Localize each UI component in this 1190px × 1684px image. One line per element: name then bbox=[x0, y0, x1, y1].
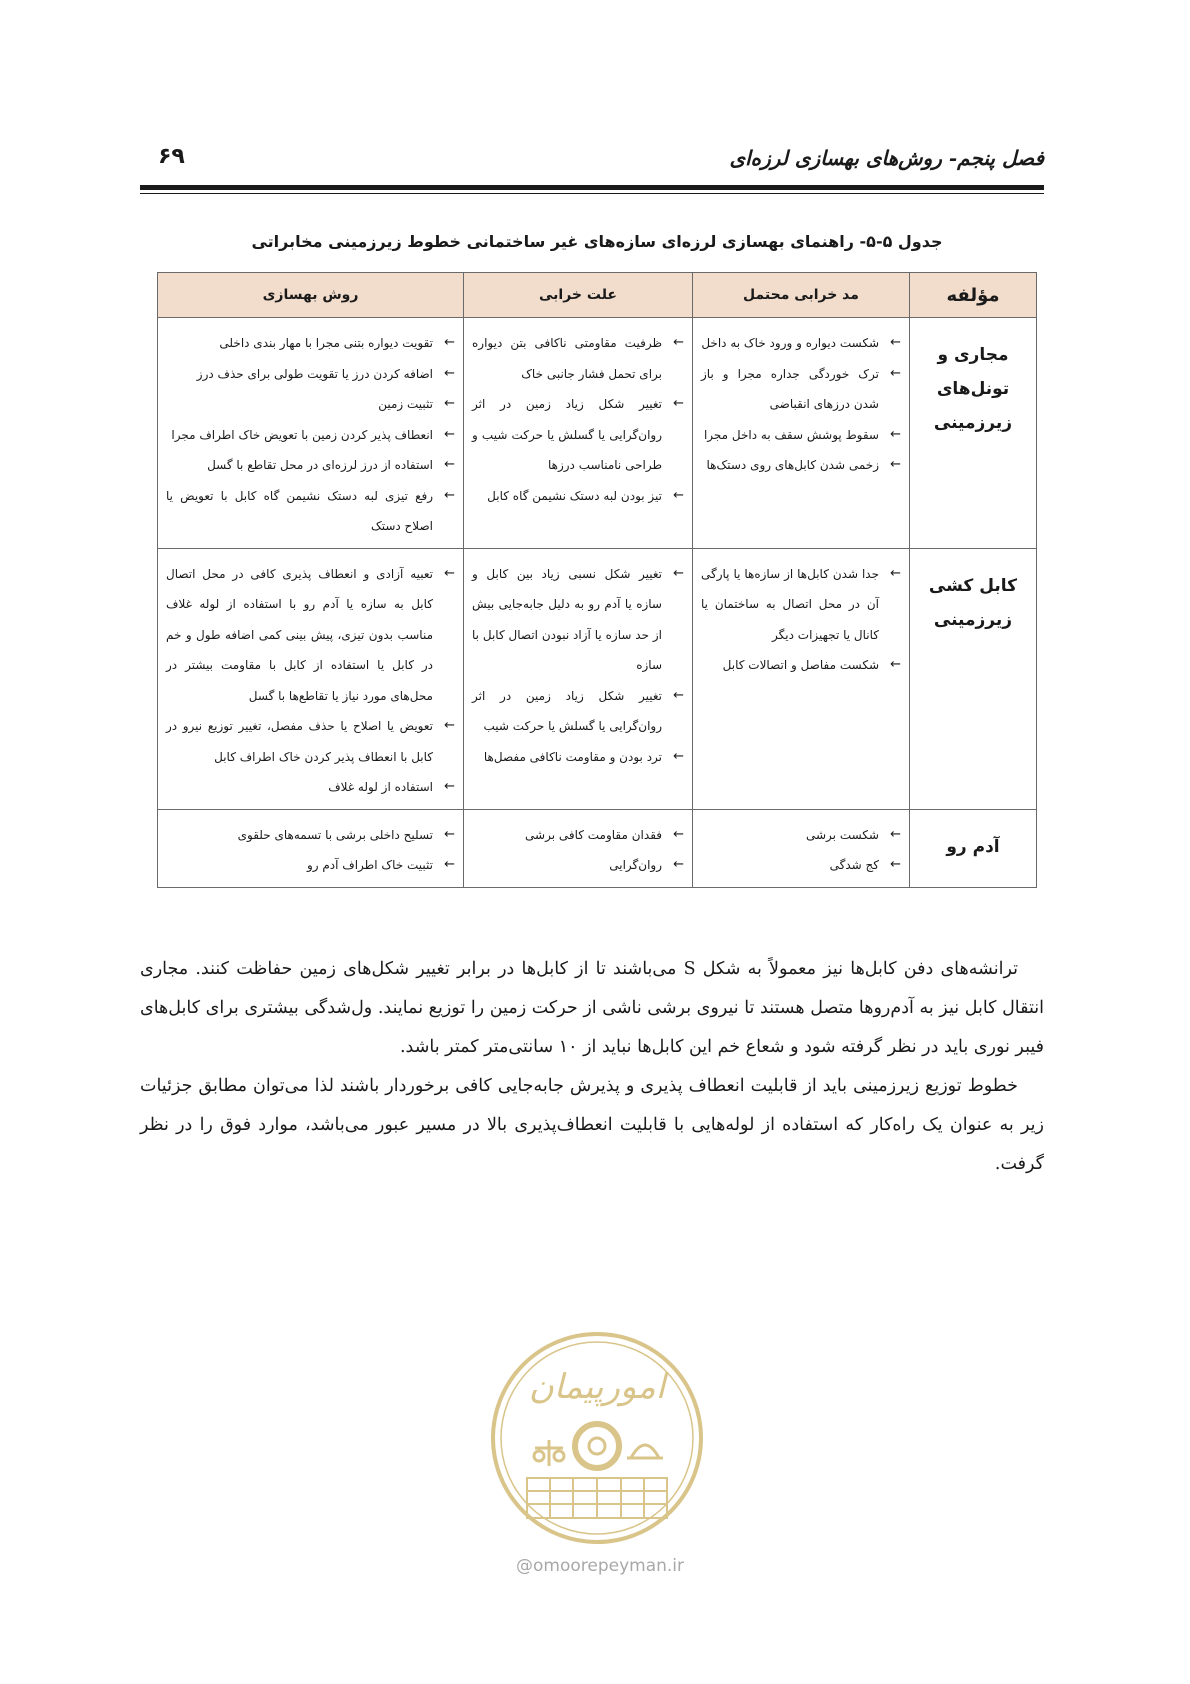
cause-item-text: روان‌گرایی bbox=[609, 858, 662, 872]
damage-item-text: جدا شدن کابل‌ها از سازه‌ها یا پارگی آن در محل اتصال به ساختمان یا کانال یا تجهیزات دیگر bbox=[701, 566, 879, 642]
cause-item bbox=[472, 681, 684, 742]
left-arrow-icon: ← bbox=[673, 857, 684, 872]
body-text bbox=[140, 950, 1044, 1184]
method-item bbox=[166, 389, 455, 420]
watermark-logo bbox=[487, 1328, 707, 1548]
method-item bbox=[166, 420, 455, 451]
component-cell: کابل کشی زیرزمینی bbox=[910, 548, 1037, 809]
header-rule bbox=[140, 185, 1044, 190]
column-header-method: روش بهسازی bbox=[158, 273, 464, 318]
method-item-text: انعطاف پذیر کردن زمین با تعویض خاک اطراف مجرا bbox=[171, 427, 433, 442]
left-arrow-icon: ← bbox=[444, 857, 455, 872]
cause-item bbox=[472, 328, 684, 389]
damage-cell bbox=[693, 318, 910, 549]
cause-cell bbox=[464, 548, 693, 809]
method-item-text: تثبیت خاک اطراف آدم رو bbox=[306, 858, 433, 872]
header-rule-thin bbox=[140, 193, 1044, 194]
cause-item-text: فقدان مقاومت کافی برشی bbox=[525, 827, 662, 842]
cause-cell bbox=[464, 809, 693, 887]
method-item-text: تسلیح داخلی برشی با تسمه‌های حلقوی bbox=[237, 827, 433, 842]
method-item bbox=[166, 359, 455, 390]
method-item-text: تثبیت زمین bbox=[378, 397, 433, 411]
column-header-damage: مد خرابی محتمل bbox=[693, 273, 910, 318]
cause-item-text: ظرفیت مقاومتی ناکافی بتن دیواره برای تحمل فشار جانبی خاک bbox=[472, 336, 662, 381]
watermark-gear-icon bbox=[575, 1424, 619, 1468]
method-item bbox=[166, 772, 455, 803]
left-arrow-icon: ← bbox=[890, 826, 901, 842]
damage-item bbox=[701, 328, 901, 359]
table-header-row bbox=[158, 273, 1037, 318]
method-cell bbox=[158, 318, 464, 549]
cause-item bbox=[472, 850, 684, 881]
seismic-retrofit-table bbox=[157, 272, 1037, 888]
damage-cell bbox=[693, 548, 910, 809]
cause-item-text: تغییر شکل زیاد زمین در اثر روان‌گرایی یا گسلش یا حرکت شیب و طراحی نامناسب درزها bbox=[472, 397, 662, 472]
page-number: ۶۹ bbox=[158, 144, 185, 169]
damage-item bbox=[701, 359, 901, 420]
watermark-seal bbox=[493, 1334, 701, 1542]
watermark-scale-icon bbox=[534, 1440, 564, 1466]
left-arrow-icon: ← bbox=[673, 565, 684, 581]
left-arrow-icon: ← bbox=[444, 779, 455, 794]
left-arrow-icon: ← bbox=[890, 565, 901, 581]
cause-item-text: ترد بودن و مقاومت ناکافی مفصل‌ها bbox=[483, 749, 662, 764]
table-row bbox=[158, 809, 1037, 887]
component-cell: آدم رو bbox=[910, 809, 1037, 887]
left-arrow-icon: ← bbox=[890, 426, 901, 442]
left-arrow-icon: ← bbox=[673, 826, 684, 842]
body-paragraph: ترانشه‌های دفن کابل‌ها نیز معمولاً به شکل S می‌باشند تا از کابل‌ها در برابر تغییر شکل‌های زمین حفاظت کنند. مجاری انتقال کابل نیز به آدم‌روها متصل هستند تا نیروی برشی ناشی از حرکت زمین را توزیع نمایند. ول‌شدگی بیشتری برای کابل‌های فیبر نوری باید در نظر گرفته شود و شعاع خم این کابل‌ها نباید از ۱۰ سانتی‌متر کمتر باشد. bbox=[140, 959, 1044, 1057]
damage-item bbox=[701, 650, 901, 681]
cause-cell bbox=[464, 318, 693, 549]
cause-item-text: تیز بودن لبه دستک نشیمن گاه کابل bbox=[487, 488, 662, 503]
damage-item bbox=[701, 420, 901, 451]
table-body bbox=[158, 318, 1037, 888]
column-header-component: مؤلفه bbox=[910, 273, 1037, 318]
left-arrow-icon: ← bbox=[444, 826, 455, 842]
left-arrow-icon: ← bbox=[890, 857, 901, 872]
method-item-text: تعبیه آزادی و انعطاف پذیری کافی در محل اتصال کابل به سازه یا آدم رو با استفاده از لوله غلاف مناسب بدون تیزی، پیش بینی کمی اضافه طول و خم در کابل یا استفاده از کابل با مقاومت بیشتر در محل‌های مورد نیاز یا تقاطع‌ها با گسل bbox=[166, 566, 433, 703]
method-item-text: استفاده از لوله غلاف bbox=[328, 780, 433, 794]
left-arrow-icon: ← bbox=[673, 687, 684, 703]
method-item bbox=[166, 820, 455, 851]
damage-item bbox=[701, 559, 901, 651]
left-arrow-icon: ← bbox=[444, 335, 455, 350]
damage-item-text: شکست دیواره و ورود خاک به داخل bbox=[701, 336, 879, 350]
method-item bbox=[166, 328, 455, 359]
damage-item-text: ترک خوردگی جداره مجرا و باز شدن درزهای انقباضی bbox=[701, 366, 879, 411]
damage-item-text: کج شدگی bbox=[829, 858, 879, 872]
body-paragraph: خطوط توزیع زیرزمینی باید از قابلیت انعطاف پذیری و پذیرش جابه‌جایی کافی برخوردار باشند لذا می‌توان مطابق جزئیات زیر به عنوان یک راه‌کار که استفاده از لوله‌هایی با قابلیت انعطاف‌پذیری بالا در مسیر عبور می‌باشد، موارد فوق را در نظر گرفت. bbox=[140, 1076, 1044, 1174]
damage-item-text: شکست برشی bbox=[805, 827, 879, 842]
damage-item-text: شکست مفاصل و اتصالات کابل bbox=[722, 658, 879, 672]
left-arrow-icon: ← bbox=[673, 487, 684, 503]
method-cell bbox=[158, 809, 464, 887]
table-row bbox=[158, 548, 1037, 809]
method-item-text: تعویض یا اصلاح یا حذف مفصل، تغییر توزیع نیرو در کابل با انعطاف پذیر کردن خاک اطراف کابل bbox=[166, 719, 433, 764]
cause-item bbox=[472, 481, 684, 512]
method-item bbox=[166, 450, 455, 481]
damage-item-text: سقوط پوشش سقف به داخل مجرا bbox=[703, 427, 879, 442]
left-arrow-icon: ← bbox=[444, 457, 455, 472]
method-item bbox=[166, 711, 455, 772]
method-item bbox=[166, 850, 455, 881]
table-caption: جدول ۵-۵- راهنمای بهسازی لرزه‌ای سازه‌های غیر ساختمانی خطوط زیرزمینی مخابراتی bbox=[251, 232, 943, 251]
left-arrow-icon: ← bbox=[890, 365, 901, 381]
method-item bbox=[166, 481, 455, 542]
chapter-title: فصل پنجم- روش‌های بهسازی لرزه‌ای bbox=[729, 146, 1044, 170]
cause-item-text: تغییر شکل زیاد زمین در اثر روان‌گرایی یا گسلش یا حرکت شیب bbox=[472, 688, 662, 733]
watermark-url: @omoorepeyman.ir bbox=[515, 1556, 685, 1576]
method-item-text: رفع تیزی لبه دستک نشیمن گاه کابل با تعویض یا اصلاح دستک bbox=[166, 488, 433, 533]
cause-item bbox=[472, 559, 684, 681]
left-arrow-icon: ← bbox=[444, 718, 455, 733]
left-arrow-icon: ← bbox=[444, 365, 455, 381]
damage-item bbox=[701, 850, 901, 881]
damage-item-text: زخمی شدن کابل‌های روی دستک‌ها bbox=[706, 458, 879, 472]
left-arrow-icon: ← bbox=[444, 565, 455, 581]
watermark-logo-text: امورپیمان bbox=[528, 1367, 666, 1407]
left-arrow-icon: ← bbox=[890, 335, 901, 350]
left-arrow-icon: ← bbox=[444, 487, 455, 503]
left-arrow-icon: ← bbox=[890, 657, 901, 672]
left-arrow-icon: ← bbox=[673, 748, 684, 764]
method-item-text: اضافه کردن درز یا تقویت طولی برای حذف درز bbox=[196, 366, 433, 381]
damage-cell bbox=[693, 809, 910, 887]
method-item-text: تقویت دیواره بتنی مجرا با مهار بندی داخلی bbox=[219, 336, 433, 350]
watermark-grid-icon bbox=[527, 1478, 667, 1518]
method-item-text: استفاده از درز لرزه‌ای در محل تقاطع با گسل bbox=[207, 458, 433, 472]
left-arrow-icon: ← bbox=[444, 426, 455, 442]
left-arrow-icon: ← bbox=[444, 396, 455, 411]
left-arrow-icon: ← bbox=[673, 335, 684, 350]
cause-item bbox=[472, 389, 684, 481]
damage-item bbox=[701, 450, 901, 481]
damage-item bbox=[701, 820, 901, 851]
watermark-helmet-icon bbox=[627, 1445, 663, 1458]
cause-item bbox=[472, 742, 684, 773]
cause-item bbox=[472, 820, 684, 851]
left-arrow-icon: ← bbox=[890, 457, 901, 472]
column-header-cause: علت خرابی bbox=[464, 273, 693, 318]
method-cell bbox=[158, 548, 464, 809]
table-row bbox=[158, 318, 1037, 549]
method-item bbox=[166, 559, 455, 712]
cause-item-text: تغییر شکل نسبی زیاد بین کابل و سازه یا آدم رو به دلیل جابه‌جایی بیش از حد سازه یا آزاد نبودن اتصال کابل با سازه bbox=[472, 566, 662, 672]
component-cell: مجاری و تونل‌های زیرزمینی bbox=[910, 318, 1037, 549]
left-arrow-icon: ← bbox=[673, 396, 684, 411]
page-header bbox=[140, 138, 1044, 178]
